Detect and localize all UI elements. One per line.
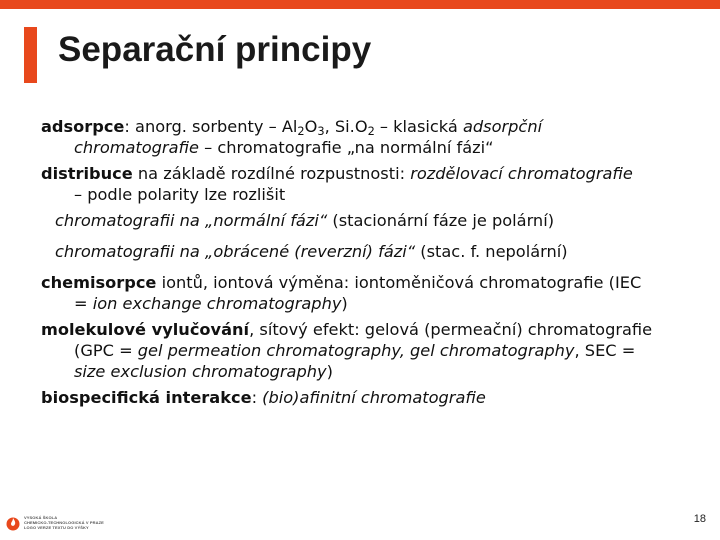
adsorpce-text-5: – chromatografie „na normální fázi“	[198, 138, 494, 157]
adsorpce-italic-2: chromatografie	[74, 138, 199, 157]
adsorpce-text-1: : anorg. sorbenty – Al	[124, 117, 298, 136]
distribuce-text-1: na základě rozdílné rozpustnosti:	[132, 164, 411, 183]
vscht-logo-icon	[6, 514, 20, 532]
term-distribuce: distribuce	[41, 164, 133, 183]
subscript: 3	[317, 123, 325, 138]
chemisorpce-continuation	[41, 293, 691, 314]
normal-phase-text: (stacionární fáze je polární)	[327, 211, 555, 230]
molekulove-continuation	[41, 340, 691, 382]
term-chemisorpce: chemisorpce	[41, 273, 157, 292]
adsorpce-text-2: O	[304, 117, 318, 136]
subitem-reverse-phase	[41, 241, 691, 262]
chemisorpce-text-3: )	[341, 294, 348, 313]
subitem-normal-phase	[41, 210, 691, 231]
molekulove-italic-1: gel permeation chromatography, gel chromatography	[137, 341, 575, 360]
adsorpce-italic-1: adsorpční	[462, 117, 543, 136]
molekulove-text-2: (GPC =	[74, 341, 138, 360]
biospecificka-italic-1: (bio)afinitní chromatografie	[262, 388, 486, 407]
item-molekulove-vylucovani	[41, 319, 691, 382]
item-chemisorpce	[41, 272, 691, 314]
chemisorpce-italic-1: ion exchange chromatography	[92, 294, 342, 313]
slide-content	[41, 116, 691, 413]
item-adsorpce	[41, 116, 691, 158]
footer-line-2: CHEMICKO-TECHNOLOGICKÁ V PRAZE	[24, 520, 104, 525]
subscript: 2	[367, 123, 375, 138]
chemisorpce-text-2: =	[74, 294, 93, 313]
distribuce-continuation: – podle polarity lze rozlišit	[74, 185, 286, 204]
reverse-phase-text: (stac. f. nepolární)	[415, 242, 568, 261]
adsorpce-continuation	[41, 137, 691, 158]
item-distribuce	[41, 163, 691, 205]
molekulove-italic-2: size exclusion chromatography	[74, 362, 327, 381]
item-biospecificka-interakce	[41, 387, 691, 408]
biospecificka-text-1: :	[251, 388, 263, 407]
molekulove-text-4: )	[326, 362, 333, 381]
title-accent-bar	[24, 27, 37, 83]
subscript: 2	[297, 123, 305, 138]
chemisorpce-text-1: iontů, iontová výměna: iontoměničová chromatografie (IEC	[156, 273, 642, 292]
adsorpce-text-4: – klasická	[374, 117, 463, 136]
distribuce-italic-1: rozdělovací chromatografie	[410, 164, 633, 183]
footer-line-1: VYSOKÁ ŠKOLA	[24, 515, 58, 520]
footer-line-3: LOGO VERZE TEXTU DO VÝŠKY	[24, 525, 89, 530]
normal-phase-italic: chromatografii na „normální fázi“	[55, 211, 328, 230]
top-accent-bar	[0, 0, 720, 9]
term-adsorpce: adsorpce	[41, 117, 125, 136]
molekulove-text-3: , SEC =	[574, 341, 636, 360]
reverse-phase-italic: chromatografii na „obrácené (reverzní) fázi“	[55, 242, 416, 261]
molekulove-text-1: , sítový efekt: gelová (permeační) chromatografie	[249, 320, 653, 339]
slide-title: Separační principy	[58, 30, 372, 69]
footer-logo-text	[24, 515, 104, 530]
term-molekulove-vylucovani: molekulové vylučování	[41, 320, 250, 339]
adsorpce-text-3: , Si.O	[324, 117, 368, 136]
term-biospecificka-interakce: biospecifická interakce	[41, 388, 252, 407]
page-number: 18	[693, 513, 706, 525]
